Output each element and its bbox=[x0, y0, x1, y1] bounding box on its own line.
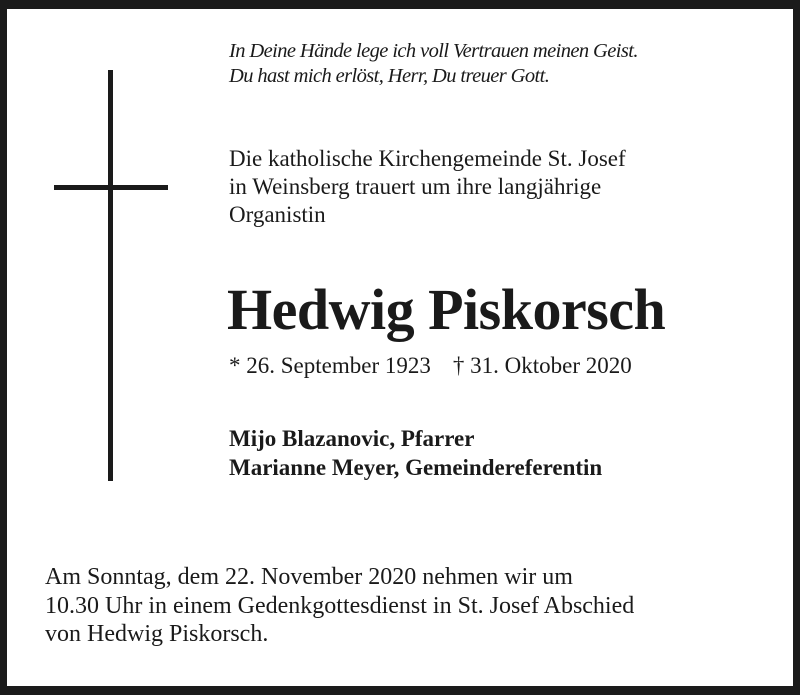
cross-horizontal-bar bbox=[54, 185, 168, 190]
signer: Mijo Blazanovic, Pfarrer bbox=[229, 426, 475, 451]
birth-date: * 26. September 1923 bbox=[229, 353, 431, 378]
notice-line: Am Sonntag, dem 22. November 2020 nehmen wir um bbox=[45, 564, 573, 590]
service-notice bbox=[45, 563, 634, 649]
signer: Marianne Meyer, Gemeindereferentin bbox=[229, 455, 603, 480]
death-date: † 31. Oktober 2020 bbox=[452, 353, 632, 378]
verse-line: In Deine Hände lege ich voll Vertrauen meinen Geist. bbox=[229, 40, 638, 62]
intro-line: in Weinsberg trauert um ihre langjährige bbox=[229, 174, 602, 199]
cross-vertical-bar bbox=[108, 70, 113, 481]
intro-line: Die katholische Kirchengemeinde St. Josef bbox=[229, 146, 626, 171]
verse-line: Du hast mich erlöst, Herr, Du treuer Gott. bbox=[229, 65, 550, 87]
intro-line: Organistin bbox=[229, 202, 326, 227]
life-dates bbox=[229, 352, 632, 380]
signers bbox=[229, 424, 602, 482]
bible-verse bbox=[229, 39, 638, 89]
intro-text bbox=[229, 145, 626, 229]
obituary-card bbox=[7, 9, 793, 686]
notice-line: 10.30 Uhr in einem Gedenkgottesdienst in St. Josef Abschied bbox=[45, 592, 635, 619]
notice-line: von Hedwig Piskorsch. bbox=[45, 621, 269, 647]
deceased-name: Hedwig Piskorsch bbox=[227, 277, 666, 342]
